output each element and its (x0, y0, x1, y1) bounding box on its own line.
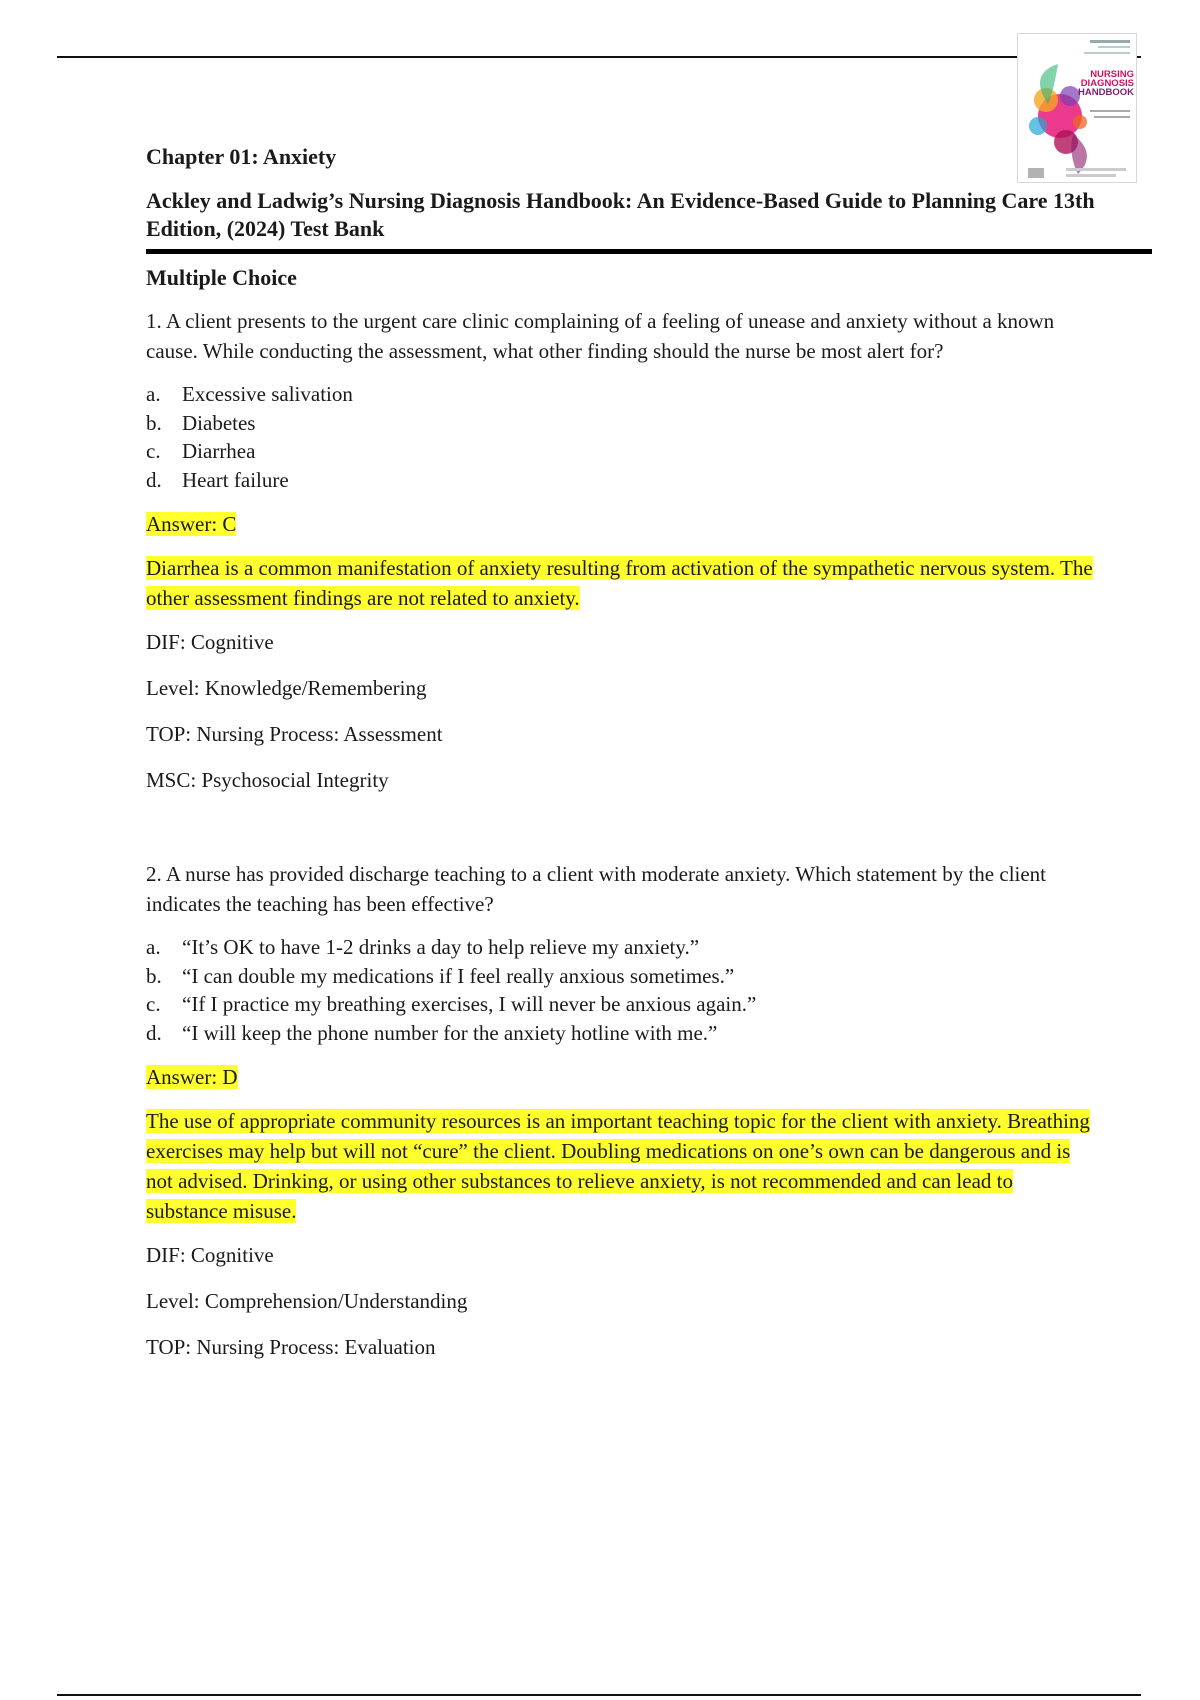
cover-title-line-3: HANDBOOK (1078, 87, 1134, 98)
option-a (146, 380, 1146, 409)
option-b (146, 962, 1146, 991)
option-text: Diabetes (182, 410, 256, 435)
footer-rule (57, 1694, 1141, 1696)
option-text: Diarrhea (182, 439, 256, 464)
option-letter: b. (146, 410, 162, 435)
meta-msc: MSC: Psychosocial Integrity (146, 767, 389, 792)
question-1 (146, 306, 1146, 795)
rationale-highlight: The use of appropriate community resources is an important teaching topic for the client with anxiety. Breathing exercises may help but will not “cure” the client. Doubling medications on one’s own can be dangerous and is not advised. Drinking, or using other substances to relieve anxiety, is not recommended and can lead to substance misuse. (146, 1108, 1090, 1223)
option-c (146, 990, 1146, 1019)
option-text: “It’s OK to have 1-2 drinks a day to help relieve my anxiety.” (182, 934, 700, 959)
title-divider (146, 249, 1152, 254)
option-c (146, 437, 1146, 466)
cover-title-line-1: NURSING (1090, 69, 1134, 80)
meta-level: Level: Comprehension/Understanding (146, 1288, 468, 1313)
meta-top: TOP: Nursing Process: Evaluation (146, 1334, 436, 1359)
option-d (146, 466, 1146, 495)
meta-dif: DIF: Cognitive (146, 1242, 274, 1267)
cover-title-line-2: DIAGNOSIS (1080, 78, 1134, 89)
answer-key (146, 509, 1146, 539)
rationale-highlight: Diarrhea is a common manifestation of anxiety resulting from activation of the sympathetic nervous system. The other assessment findings are not related to anxiety. (146, 555, 1093, 610)
book-title: Ackley and Ladwig’s Nursing Diagnosis Handbook: An Evidence-Based Guide to Planning Care 13th Edition, (2024) Test Bank (146, 188, 1095, 241)
answer-options (146, 380, 1146, 495)
option-letter: c. (146, 439, 161, 464)
cover-title (1070, 70, 1134, 97)
rationale (146, 1106, 1096, 1226)
option-letter: a. (146, 382, 161, 406)
section-heading: Multiple Choice (146, 265, 297, 290)
document-body (146, 143, 1146, 1378)
meta-top: TOP: Nursing Process: Assessment (146, 721, 443, 746)
answer-highlight: Answer: D (146, 1064, 238, 1089)
option-letter: c. (146, 992, 161, 1017)
meta-level: Level: Knowledge/Remembering (146, 675, 427, 700)
option-letter: d. (146, 1020, 162, 1045)
option-text: Excessive salivation (182, 382, 353, 406)
answer-key (146, 1062, 1146, 1092)
question-2 (146, 859, 1146, 1362)
question-stem: 2. A nurse has provided discharge teaching to a client with moderate anxiety. Which statement by the client indicates the teaching has been effective? (146, 861, 1047, 916)
answer-highlight: Answer: C (146, 511, 237, 536)
option-d (146, 1019, 1146, 1048)
question-stem: 1. A client presents to the urgent care clinic complaining of a feeling of unease and anxiety without a known cause. While conducting the assessment, what other finding should the nurse be most alert for? (146, 309, 1055, 363)
option-letter: a. (146, 934, 161, 959)
option-letter: b. (146, 963, 162, 988)
option-text: “I will keep the phone number for the anxiety hotline with me.” (182, 1020, 718, 1045)
rationale (146, 553, 1096, 613)
option-b (146, 409, 1146, 438)
option-text: “I can double my medications if I feel really anxious sometimes.” (182, 963, 735, 988)
option-a (146, 933, 1146, 962)
option-letter: d. (146, 468, 162, 493)
option-text: Heart failure (182, 468, 289, 493)
meta-dif: DIF: Cognitive (146, 629, 274, 654)
header-rule (57, 56, 1141, 58)
option-text: “If I practice my breathing exercises, I will never be anxious again.” (182, 992, 757, 1017)
chapter-title: Chapter 01: Anxiety (146, 144, 337, 169)
answer-options (146, 933, 1146, 1048)
